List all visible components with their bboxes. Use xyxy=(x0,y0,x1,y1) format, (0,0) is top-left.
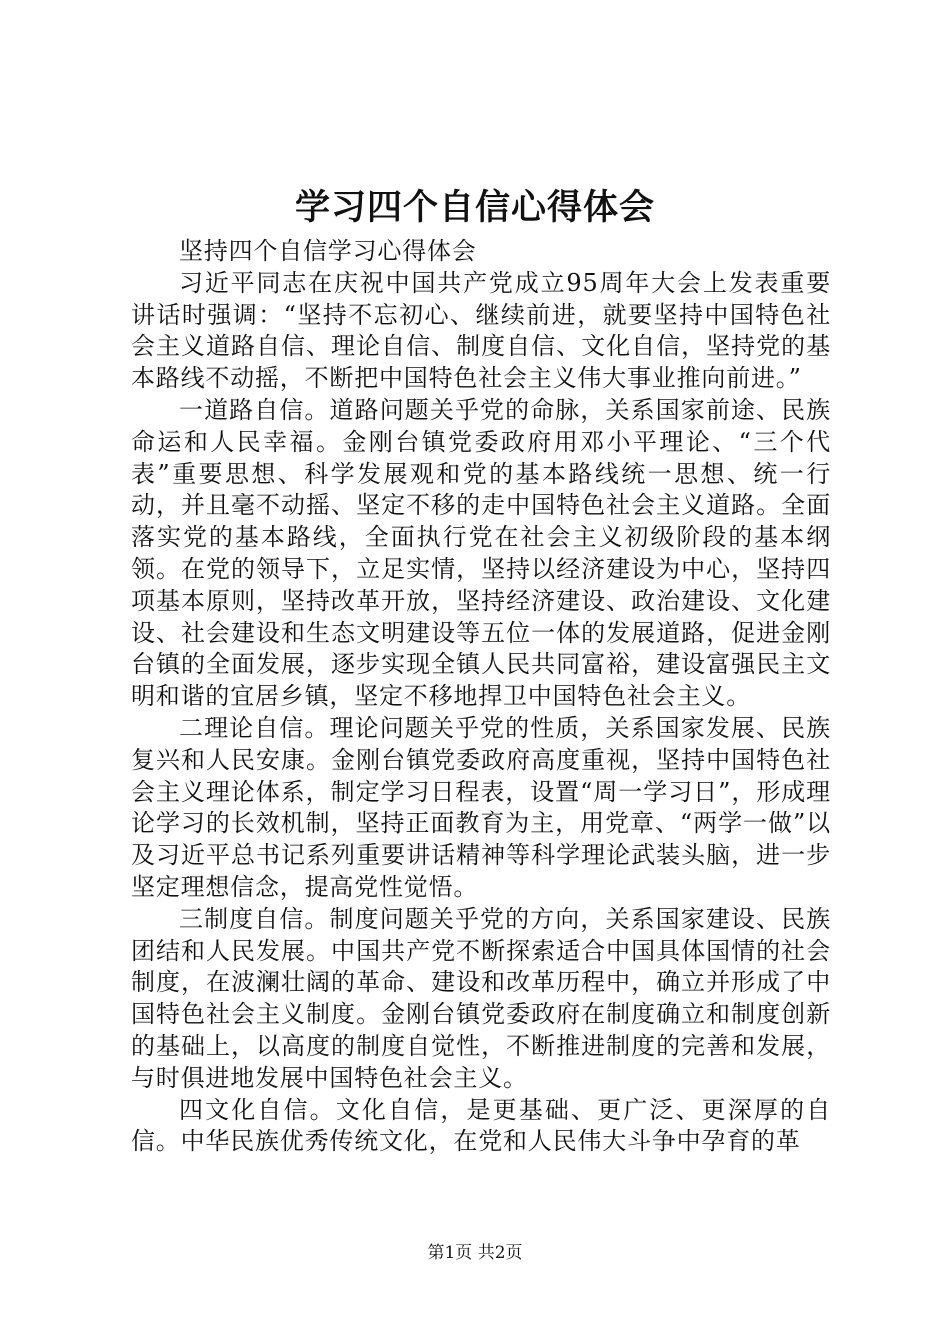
paragraph-theory-confidence: 二理论自信。理论问题关乎党的性质，关系国家发展、民族复兴和人民安康。金刚台镇党委政府高度重视，坚持中国特色社会主义理论体系，制定学习日程表，设置“周一学习日”，形成理论学习的长效机制，坚持正面教育为主，用党章、“两学一做”以及习近平总书记系列重要讲话精神等科学理论武装头脑，进一步坚定理想信念，提高党性觉悟。 xyxy=(131,713,831,901)
paragraph-intro: 习近平同志在庆祝中国共产党成立95周年大会上发表重要讲话时强调：“坚持不忘初心、继续前进，就要坚持中国特色社会主义道路自信、理论自信、制度自信、文化自信，坚持党的基本路线不动摇，不断把中国特色社会主义伟大事业推向前进。” xyxy=(131,268,831,393)
document-title: 学习四个自信心得体会 xyxy=(294,188,655,228)
page-number-footer: 第1页 共2页 xyxy=(427,1243,523,1263)
paragraph-road-confidence: 一道路自信。道路问题关乎党的命脉，关系国家前途、民族命运和人民幸福。金刚台镇党委政府用邓小平理论、“三个代表”重要思想、科学发展观和党的基本路线统一思想、统一行动，并且毫不动摇、坚定不移的走中国特色社会主义道路。全面落实党的基本路线，全面执行党在社会主义初级阶段的基本纲领。在党的领导下，立足实情，坚持以经济建设为中心，坚持四项基本原则，坚持改革开放，坚持经济建设、政治建设、文化建设、社会建设和生态文明建设等五位一体的发展道路，促进金刚台镇的全面发展，逐步实现全镇人民共同富裕，建设富强民主文明和谐的宜居乡镇，坚定不移地捍卫中国特色社会主义。 xyxy=(131,395,831,711)
paragraph-system-confidence: 三制度自信。制度问题关乎党的方向，关系国家建设、民族团结和人民发展。中国共产党不断探索适合中国具体国情的社会制度，在波澜壮阔的革命、建设和改革历程中，确立并形成了中国特色社会主义制度。金刚台镇党委政府在制度确立和制度创新的基础上，以高度的制度自觉性，不断推进制度的完善和发展，与时俱进地发展中国特色社会主义。 xyxy=(131,904,831,1092)
document-body xyxy=(131,236,831,1158)
paragraph-subtitle: 坚持四个自信学习心得体会 xyxy=(179,237,477,265)
paragraph-culture-confidence: 四文化自信。文化自信，是更基础、更广泛、更深厚的自信。中华民族优秀传统文化，在党和人民伟大斗争中孕育的革 xyxy=(131,1095,831,1156)
